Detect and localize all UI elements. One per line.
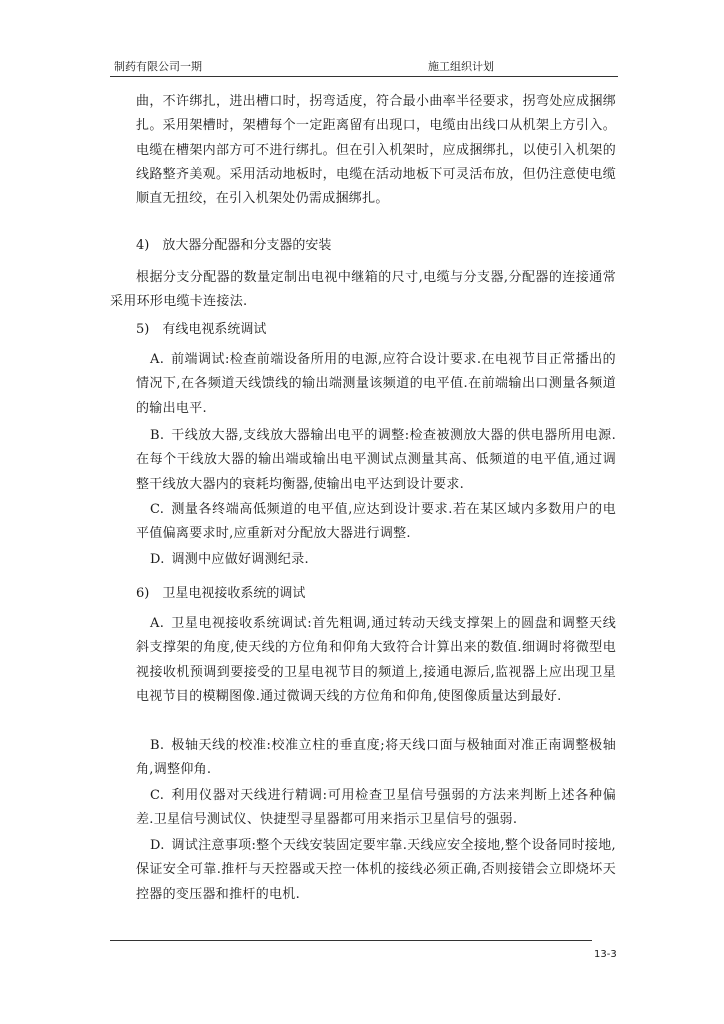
heading-satellite-debug: 6) 卫星电视接收系统的调试 xyxy=(136,586,306,601)
paragraph-polar-antenna: B. 极轴天线的校准:校准立柱的垂直度;将天线口面与极轴面对准正南调整极轴角,调整仰角. xyxy=(136,738,616,778)
heading-cable-tv-debug: 5) 有线电视系统调试 xyxy=(136,322,267,337)
paragraph-debug-record: D. 调测中应做好调测纪录. xyxy=(150,552,309,567)
header-doc-title: 施工组织计划 xyxy=(428,60,494,73)
paragraph-precautions: D. 调试注意事项:整个天线安装固定要牢靠.天线应安全接地,整个设备同时接地,保证安全可靠.推杆与天控器或天控一体机的接线必须正确,否则接错会立即烧坏天控器的变压器和推杆的电机. xyxy=(136,838,616,902)
paragraph-fine-tuning: C. 利用仪器对天线进行精调:可用检查卫星信号强弱的方法来判断上述各种偏差.卫星信号测试仪、快捷型寻星器都可用来指示卫星信号的强弱. xyxy=(136,788,616,828)
paragraph-splitter-connection: 根据分支分配器的数量定制出电视中继箱的尺寸,电缆与分支器,分配器的连接通常采用环形电缆卡连接法. xyxy=(110,270,616,310)
paragraph-satellite-receiver: A. 卫星电视接收系统调试:首先粗调,通过转动天线支撑架上的圆盘和调整天线斜支撑架的角度,使天线的方位角和仰角大致符合计算出来的数值.细调时将微型电视接收机预调到要接受的卫星电视节目的频道上,接通电源后,监视器上应出现卫星电视节目的模糊图像.通过微调天线的方位角和仰角,使图像质量达到最好. xyxy=(136,616,616,704)
footer-rule xyxy=(110,940,592,941)
paragraph-cable-binding: 曲，不许绑扎，进出槽口时，拐弯适度，符合最小曲率半径要求，拐弯处应成捆绑扎。采用架槽时，架槽每个一定距离留有出现口，电缆由出线口从机架上方引入。电缆在槽架内部方可不进行绑扎。但在引入机架时，应成捆绑扎，以使引入机架的线路整齐美观。采用活动地板时，电缆在活动地板下可灵活布放，但仍注意使电缆顺直无扭绞，在引入机架处仍需成捆绑扎。 xyxy=(136,94,616,207)
paragraph-trunk-amplifier: B. 干线放大器,支线放大器输出电平的调整:检查被测放大器的供电器所用电源.在每个干线放大器的输出端或输出电平测试点测量其高、低频道的电平值,通过调整干线放大器内的衰耗均衡器,使输出电平达到设计要求. xyxy=(136,428,616,492)
paragraph-headend-debug: A. 前端调试:检查前端设备所用的电源,应符合设计要求.在电视节目正常播出的情况下,在各频道天线馈线的输出端测量该频道的电平值.在前端输出口测量各频道的输出电平. xyxy=(136,352,616,416)
paragraph-terminal-level: C. 测量各终端高低频道的电平值,应达到设计要求.若在某区域内多数用户的电平值偏离要求时,应重新对分配放大器进行调整. xyxy=(136,502,616,542)
page-number: 13-3 xyxy=(594,949,617,960)
header-company: 制药有限公司一期 xyxy=(114,60,202,73)
heading-amplifier-install: 4) 放大器分配器和分支器的安装 xyxy=(136,238,332,253)
page-header xyxy=(110,56,618,77)
